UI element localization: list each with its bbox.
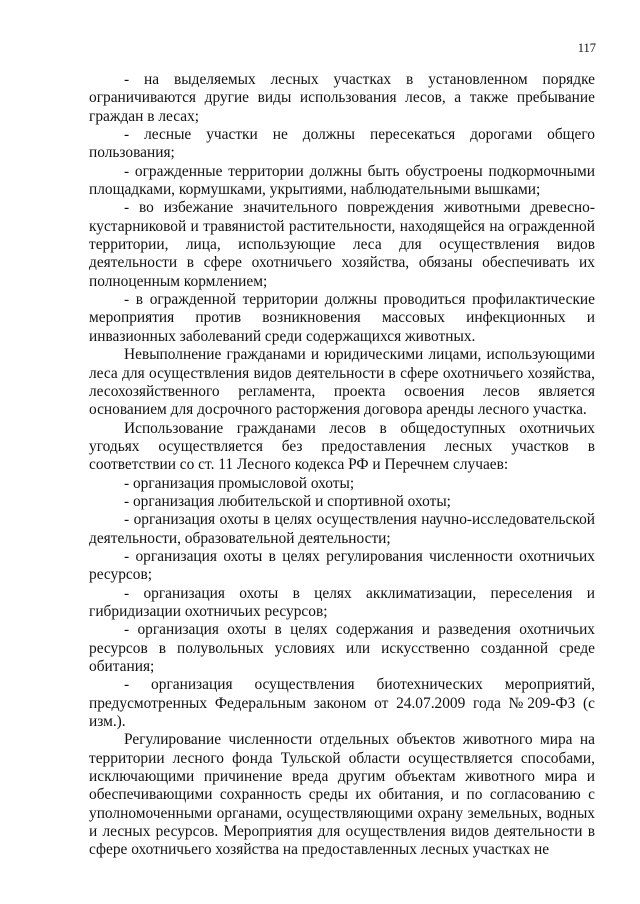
paragraph: - во избежание значительного повреждения животными древесно-кустарниковой и травянистой растительности, находящейся на огражденной территории, лица, использующие леса для осуществления видов деятельности в сфере охотничьего хозяйства, обязаны обеспечивать их полноценным кормлением; [89,199,595,290]
paragraph: - организация осуществления биотехнических мероприятий, предусмотренных Федеральным законом от 24.07.2009 года №209-ФЗ (с изм.). [89,676,595,731]
paragraph: - в огражденной территории должны проводиться профилактические мероприятия против возникновения массовых инфекционных и инвазионных заболеваний среди содержащихся животных. [89,291,595,345]
paragraph: - организация промысловой охоты; [124,474,355,492]
paragraph: Невыполнение гражданами и юридическими лицами, использующими леса для осуществления видов деятельности в сфере охотничьего хозяйства, лесохозяйственного регламента, проекта освоения лесов является основанием для досрочного расторжения договора аренды лесного участка. [89,346,595,419]
paragraph: - организация охоты в целях регулирования численности охотничьих ресурсов; [89,547,595,584]
paragraph: Регулирование численности отдельных объектов животного мира на территории лесного фонда Тульской области осуществляется способами, исключающими причинение вреда другим объектам животного мира и обеспечивающими сохранность среды их обитания, и по согласованию с уполномоченными органами, осуществляющими охрану земельных, водных и лесных ресурсов. Мероприятия для осуществления видов деятельности в сфере охотничьего хозяйства на предоставленных лесных участках не [89,731,595,859]
paragraph: Использование гражданами лесов в общедоступных охотничьих угодьях осуществляется без предоставления лесных участков в соответствии со ст. 11 Лесного кодекса РФ и Перечнем случаев: [89,419,595,474]
body-text [89,71,595,860]
paragraph: - организация охоты в целях акклиматизации, переселения и гибридизации охотничьих ресурсов; [89,584,595,620]
paragraph: - организация охоты в целях осуществления научно-исследовательской деятельности, образовательной деятельности; [89,511,595,547]
paragraph: - лесные участки не должны пересекаться дорогами общего пользования; [89,126,595,162]
paragraph: - на выделяемых лесных участках в установленном порядке ограничиваются другие виды использования лесов, а также пребывание граждан в лесах; [89,71,595,125]
paragraph: - организация любительской и спортивной охоты; [124,492,451,510]
page-number: 117 [577,41,596,55]
paragraph: - организация охоты в целях содержания и разведения охотничьих ресурсов в полувольных условиях или искусственно созданной среде обитания; [89,621,595,675]
paragraph: - огражденные территории должны быть обустроены подкормочными площадками, кормушками, укрытиями, наблюдательными вышками; [89,162,595,199]
